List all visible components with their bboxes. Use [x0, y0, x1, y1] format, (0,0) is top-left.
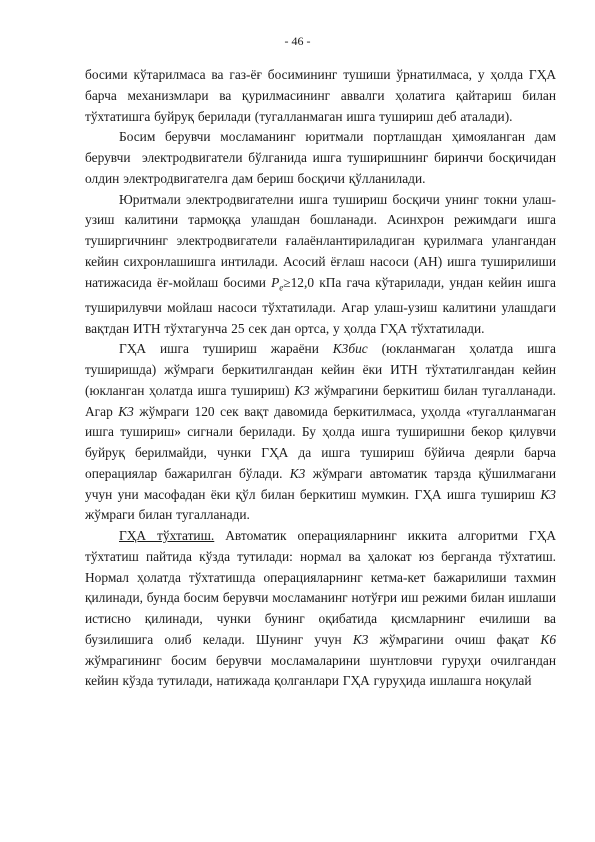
section-heading-stop: ГҲА тўхтатиш. [119, 528, 215, 544]
document-body [85, 65, 556, 692]
paragraph-4: ГҲА ишга тушириш жараёни К3бис (юкланмаган ҳолатда ишга туширишда) жўмраги беркитилгандан кейин ёки ИТН тўхтатилгандан кейин (юкланган ҳолатда ишга тушириш) К3 жўмрагини беркитиш билан тугалланади. Агар К3 жўмраги 120 сек вақт давомида беркитилмаса, уҳолда «тугалланмаган ишга тушириш» сигнали берилади. Бу ҳолда ишга туширишни бекор қилувчи буйруқ берилмайди, чунки ГҲА да ишга тушириш бўйича деярли барча операциялар бажарилган бўлади. К3 жўмраги автоматик тарзда қўшилмагани учун уни масофадан ёки қўл билан беркитиш мумкин. ГҲА ишга тушириш К3 жўмраги билан тугалланади. [85, 341, 557, 523]
paragraph-1: босими кўтарилмаса ва газ-ёғ босимининг тушиши ўрнатилмаса, у ҳолда ГҲА барча механизмлари ва қурилмасининг аввалги ҳолатига қайтариш билан тўхтатишга буйруқ берилади (тугалланмаган ишга тушириш деб аталади). [85, 67, 556, 124]
paragraph-3: Юритмали электродвигателни ишга тушириш босқичи унинг токни улаш-узиш калитини тармоққа улашдан бошланади. Асинхрон режимдаги ишга туширгичнинг электродвигатели ғалаёнлантириладиган қурилмага улангандан кейин сихронлашишга интилади. Асосий ёғлаш насоси (АН) ишга туширилиши натижасида ёғ-мойлаш босими $P_е\ge 12,0$ кПа гача кўтарилади, ундан кейин ишга туширилувчи мойлаш насоси тўхтатилади. Агар улаш-узиш калитини улашдаги вақтдан ИТН тўхтагунча 25 сек дан ортса, у ҳолда ГҲА тўхтатилади. [85, 191, 556, 336]
paragraph-2: Босим берувчи мосламанинг юритмали портлашдан ҳимояланган дам берувчи электродвигатели бўлганида ишга туширишнинг биринчи босқичидан олдин электродвигателга дам бериш босқичи қўлланилади. [85, 129, 556, 186]
page-number: - 46 - [284, 34, 311, 48]
paragraph-5: ГҲА тўхтатиш. Автоматик операцияларнинг иккита алгоритми ГҲА тўхтатиш пайтида кўзда тутилади: нормал ва ҳалокат юз берганда тўхтатиш. Нормал ҳолатда тўхтатишда операцияларнинг кетма-кет бажарилиши тахмин қилинади, бунда босим берувчи мосламанинг нотўғри иш режими билан ишлаши истисно қилинади, чунки бунинг оқибатида қисмларнинг ечилиши ва бузилишига олиб келади. Шунинг учун К3 жўмрагини очиш фақат К6 жўмрагининг босим берувчи мосламаларини шунтловчи гуруҳи очилгандан кейин кўзда тутилади, натижада қолганлари ГҲА гуруҳида ишлашга ноқулай [85, 528, 557, 689]
